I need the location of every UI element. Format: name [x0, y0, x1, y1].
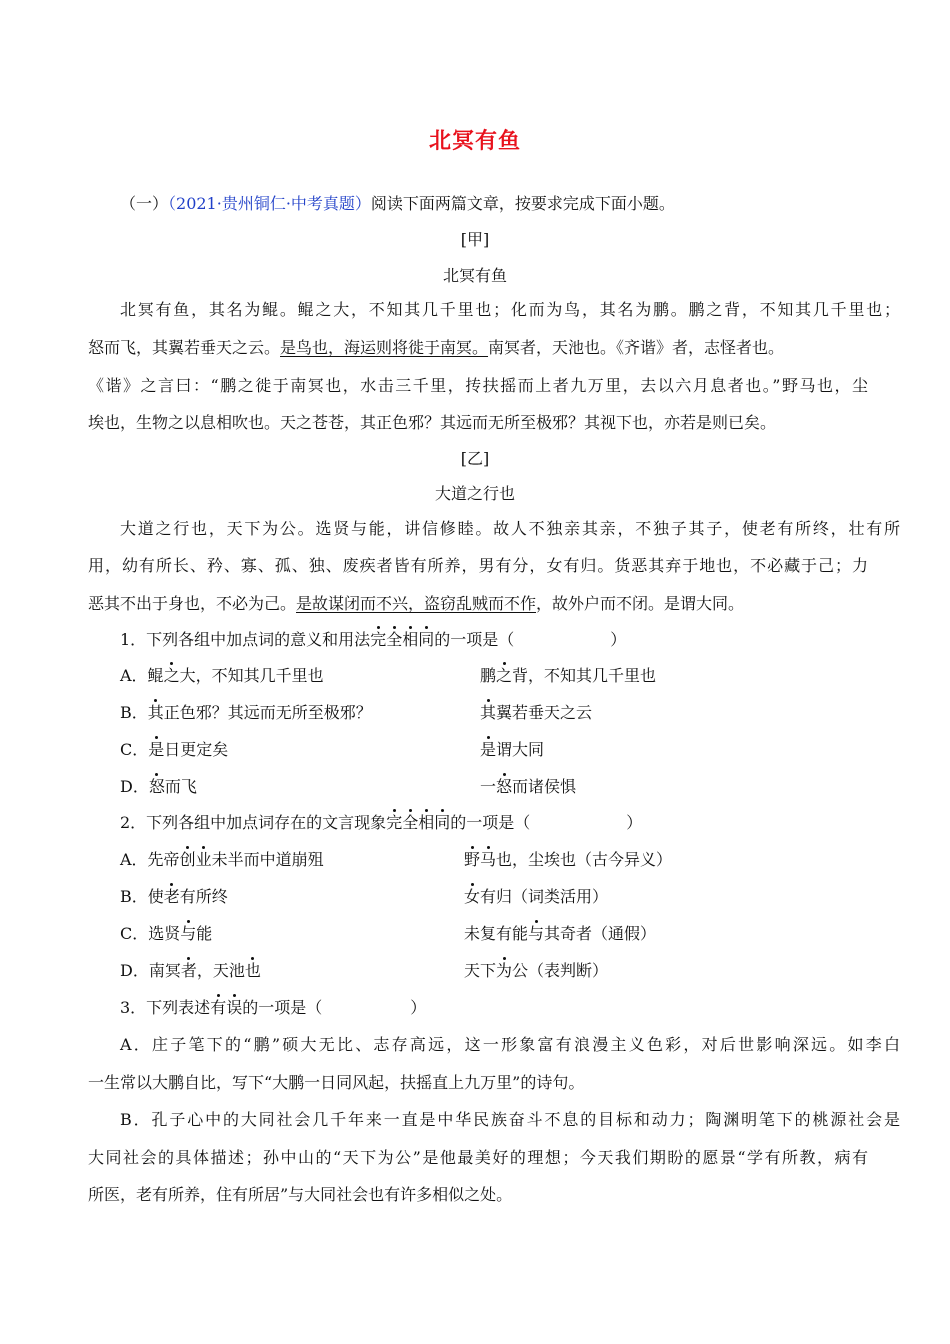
source-label: （2021·贵州铜仁·中考真题） — [168, 194, 371, 213]
stem-text: 2．下列各组中加点词存在的文言现象 — [120, 813, 387, 832]
q1-option-d-right: 一怒而诸侯惧 — [480, 777, 577, 796]
yi-line-3 — [88, 592, 868, 616]
dotted-char: 相 — [402, 630, 419, 649]
jia-line-3: 《谐》之言曰：“鹏之徙于南冥也，水击三千里，抟扶摇而上者九万里，去以六月息者也。”野马也，尘 — [88, 376, 868, 395]
jia-text: 怒而飞，其翼若垂天之云。 — [88, 338, 281, 357]
dotted-char: 全 — [402, 813, 419, 832]
q3-option-b-line-3: 所医，老有所养，住有所居”与大同社会也有许多相似之处。 — [88, 1185, 513, 1204]
page-title: 北冥有鱼 — [428, 129, 521, 154]
yi-label: [乙] — [460, 449, 490, 468]
q1-option-c-left: C．是日更定矣 — [120, 740, 229, 759]
dotted-char: 相 — [418, 813, 435, 832]
stem-text: ） — [410, 998, 427, 1017]
yi-line-2: 用，幼有所长、矜、寡、孤、独、废疾者皆有所养，男有分，女有归。货恶其弃于地也，不必藏于己；力 — [88, 556, 868, 575]
yi-line-1: 大道之行也，天下为公。选贤与能，讲信修睦。故人不独亲其亲，不独子其子，使老有所终，壮有所 — [120, 519, 900, 538]
q2-option-c-left: C．选贤与能 — [120, 924, 213, 943]
dotted-char: 有 — [210, 998, 227, 1017]
dotted-char: 完 — [370, 630, 387, 649]
q2-option-a-right: 野马也，尘埃也（古今异义） — [464, 850, 673, 869]
q3-option-b-line-2: 大同社会的具体描述；孙中山的“天下为公”是他最美好的理想；今天我们期盼的愿景“学有所教，病有 — [88, 1148, 868, 1167]
stem-text: ） — [626, 813, 643, 832]
q2-option-d-left: D．南冥者，天池也 — [120, 961, 261, 980]
dotted-char: 全 — [386, 630, 403, 649]
jia-line-1: 北冥有鱼，其名为鲲。鲲之大，不知其几千里也；化而为鸟，其名为鹏。鹏之背，不知其几千里也； — [120, 300, 900, 319]
q1-option-a-right: 鹏之背，不知其几千里也 — [480, 666, 657, 685]
q2-option-b-left: B．使老有所终 — [120, 887, 228, 906]
q1-option-b-right: 其翼若垂天之云 — [480, 703, 593, 722]
dotted-char: 同 — [434, 813, 451, 832]
intro-line — [88, 192, 868, 216]
stem-text: ） — [610, 630, 627, 649]
q2-option-a-left: A．先帝创业未半而中道崩殂 — [120, 850, 324, 869]
dotted-char: 完 — [386, 813, 403, 832]
yi-text: 恶其不出于身也，不必为己。 — [88, 594, 297, 613]
intro-number: （一） — [120, 194, 169, 213]
q2-option-b-right: 女有归（词类活用） — [464, 887, 609, 906]
jia-line-4: 埃也，生物之以息相吹也。天之苍苍，其正色邪？其远而无所至极邪？其视下也，亦若是则已矣。 — [88, 413, 777, 432]
dotted-char: 同 — [418, 630, 435, 649]
stem-text: 的一项是（ — [450, 813, 531, 832]
q3-option-a-line-2: 一生常以大鹏自比，写下“大鹏一日同风起，扶摇直上九万里”的诗句。 — [88, 1073, 585, 1092]
question-1-stem — [88, 628, 900, 652]
underlined-sentence: 是故谋闭而不兴，盗窃乱贼而不作 — [296, 594, 537, 613]
q1-option-a-left: A．鲲之大，不知其几千里也 — [120, 666, 324, 685]
stem-text: 的一项是（ — [242, 998, 323, 1017]
jia-title: 北冥有鱼 — [442, 266, 507, 285]
jia-text: 南冥者，天池也。《齐谐》者，志怪者也。 — [488, 338, 785, 357]
jia-line-2 — [88, 336, 868, 360]
intro-text: 阅读下面两篇文章，按要求完成下面小题。 — [370, 194, 675, 213]
question-3-stem — [88, 996, 900, 1020]
yi-text: ，故外户而不闭。是谓大同。 — [536, 594, 745, 613]
q2-option-c-right: 未复有能与其奇者（通假） — [464, 924, 657, 943]
stem-text: 3．下列表述 — [120, 998, 211, 1017]
q1-option-d-left: D．怒而飞 — [120, 777, 197, 796]
q1-option-b-left: B．其正色邪？其远而无所至极邪？ — [120, 703, 372, 722]
q1-option-c-right: 是谓大同 — [480, 740, 545, 759]
yi-title: 大道之行也 — [434, 484, 515, 503]
stem-text: 的一项是（ — [434, 630, 515, 649]
dotted-char: 误 — [226, 998, 243, 1017]
q3-option-b-line-1: B．孔子心中的大同社会几千年来一直是中华民族奋斗不息的目标和动力；陶渊明笔下的桃源社会是 — [120, 1110, 900, 1129]
question-2-stem — [88, 811, 900, 835]
stem-text: 1．下列各组中加点词的意义和用法 — [120, 630, 371, 649]
underlined-sentence: 是鸟也，海运则将徙于南冥。 — [280, 338, 489, 357]
q3-option-a-line-1: A．庄子笔下的“鹏”硕大无比、志存高远，这一形象富有浪漫主义色彩，对后世影响深远。如李白 — [120, 1035, 900, 1054]
jia-label: [甲] — [460, 230, 490, 249]
q2-option-d-right: 天下为公（表判断） — [464, 961, 609, 980]
